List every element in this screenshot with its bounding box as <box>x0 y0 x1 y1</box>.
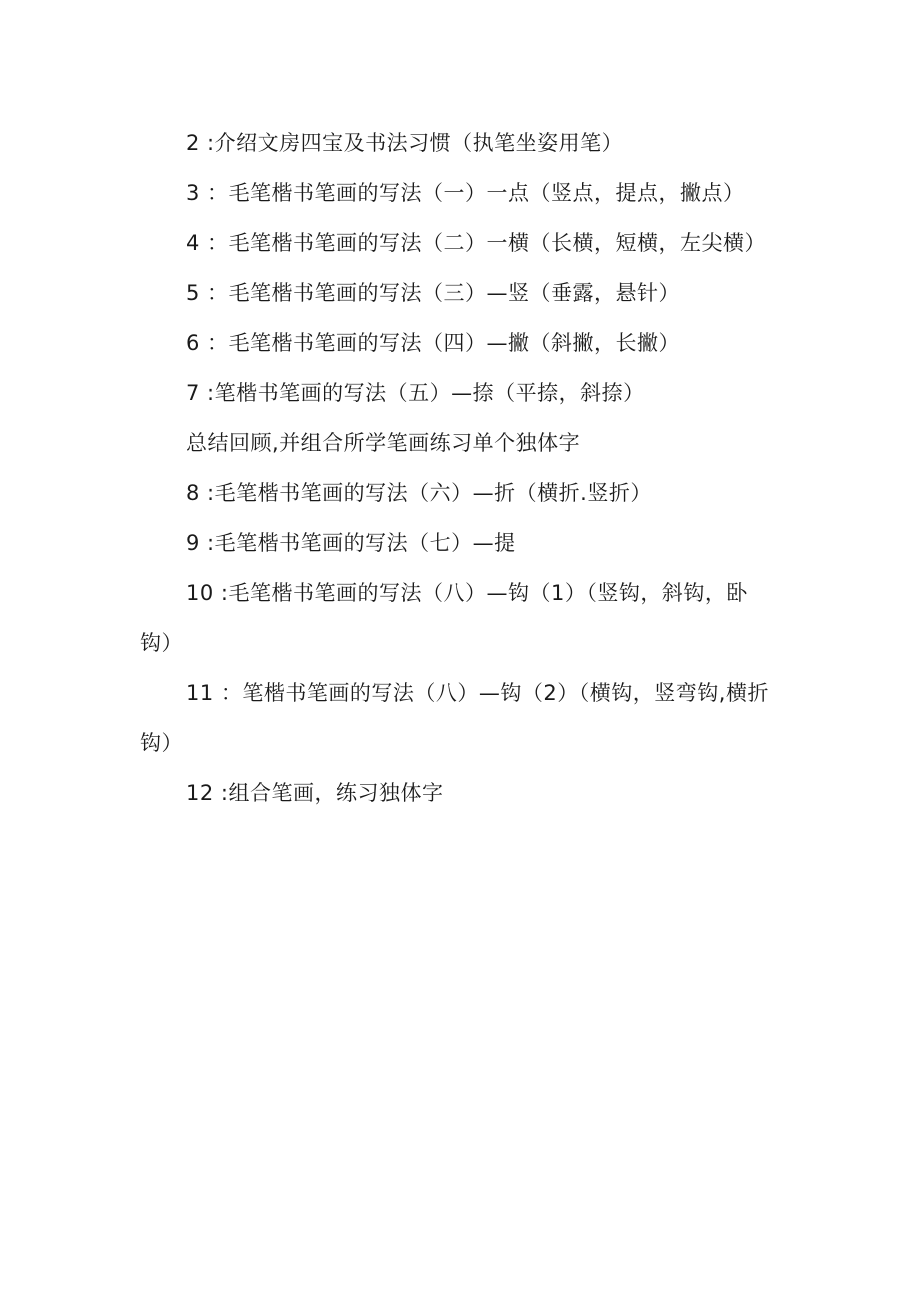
item-text: 笔楷书笔画的写法（八）—钩（2）（横钩，竖弯钩,横折钩） <box>140 681 769 755</box>
item-text: 毛笔楷书笔画的写法（四）—撇（斜撇，长撇） <box>228 331 681 355</box>
list-item <box>140 668 780 768</box>
item-number: 9 <box>186 531 200 555</box>
item-number: 10 <box>186 581 214 605</box>
item-text: 笔楷书笔画的写法（五）—捺（平捺，斜捺） <box>214 381 645 405</box>
item-separator: : <box>199 531 215 555</box>
item-separator: : <box>199 481 215 505</box>
item-number: 2 <box>186 131 200 155</box>
list-item <box>140 218 780 268</box>
list-item <box>140 268 780 318</box>
list-item <box>140 118 780 168</box>
list-item <box>140 168 780 218</box>
item-number: 11 <box>186 681 214 705</box>
item-number: 5 <box>186 281 200 305</box>
item-text: 介绍文房四宝及书法习惯（执笔坐姿用笔） <box>214 131 624 155</box>
item-number: 7 <box>186 381 200 405</box>
list-item <box>140 568 780 668</box>
list-item <box>140 368 780 418</box>
item-number: 6 <box>186 331 200 355</box>
list-item <box>140 518 780 568</box>
item-text: 毛笔楷书笔画的写法（六）—折（横折.竖折） <box>214 481 652 505</box>
item-text: 毛笔楷书笔画的写法（二）一横（长横，短横，左尖横） <box>228 231 767 255</box>
item-text: 毛笔楷书笔画的写法（七）—提 <box>214 531 516 555</box>
item-separator: : <box>199 131 215 155</box>
item-number: 8 <box>186 481 200 505</box>
item-text: 毛笔楷书笔画的写法（八）—钩（1）（竖钩，斜钩，卧钩） <box>140 581 748 655</box>
item-separator: ： <box>199 181 229 205</box>
item-number: 3 <box>186 181 200 205</box>
list-item <box>140 468 780 518</box>
item-separator: ： <box>213 681 243 705</box>
item-separator: : <box>199 381 215 405</box>
item-text: 毛笔楷书笔画的写法（三）—竖（垂露，悬针） <box>228 281 681 305</box>
item-text: 组合笔画，练习独体字 <box>228 781 444 805</box>
item-separator: ： <box>199 231 229 255</box>
item-number: 12 <box>186 781 214 805</box>
item-separator: : <box>213 781 229 805</box>
list-item <box>140 768 780 818</box>
item-text: 总结回顾,并组合所学笔画练习单个独体字 <box>186 431 581 455</box>
summary-line <box>140 418 780 468</box>
item-separator: : <box>213 581 229 605</box>
document-body <box>140 118 780 818</box>
item-separator: ： <box>199 331 229 355</box>
item-number: 4 <box>186 231 200 255</box>
list-item <box>140 318 780 368</box>
item-text: 毛笔楷书笔画的写法（一）一点（竖点，提点，撇点） <box>228 181 745 205</box>
item-separator: ： <box>199 281 229 305</box>
